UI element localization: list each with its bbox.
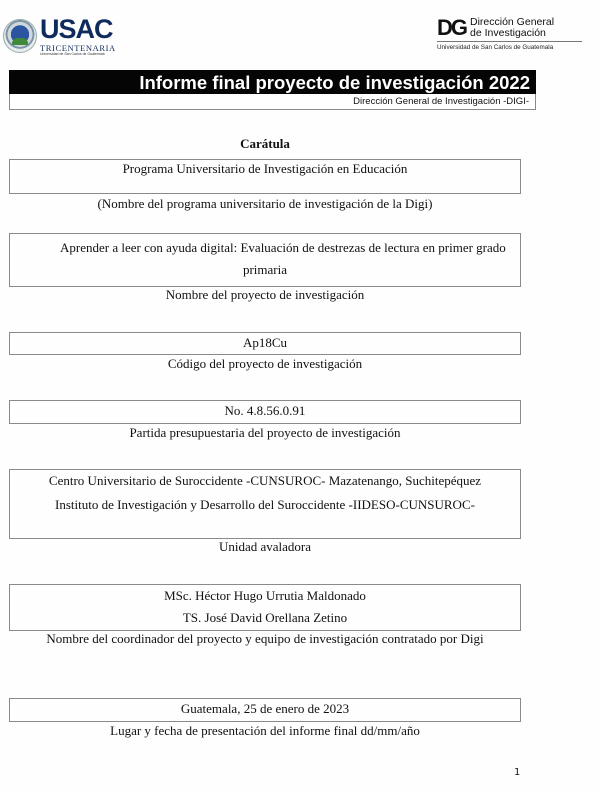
usac-logo-subline: Universidad de San Carlos de Guatemala [40, 52, 105, 56]
report-title: Informe final proyecto de investigación 2022 [9, 70, 536, 94]
page-number: 1 [514, 767, 521, 778]
endorsing-unit-line1: Centro Universitario de Suroccidente -CUNSUROC- Mazatenango, Suchitepéquez [48, 473, 482, 488]
coordinator-name: MSc. Héctor Hugo Urrutia Maldonado [164, 588, 366, 603]
project-name-line1: Aprender a leer con ayuda digital: Evaluación de destrezas de lectura en primer grado [60, 240, 506, 255]
budget-box [9, 400, 521, 424]
digi-logo [437, 17, 582, 51]
date-caption: Lugar y fecha de presentación del informe final dd/mm/año [110, 723, 420, 738]
digi-university: Universidad de San Carlos de Guatemala [437, 41, 582, 51]
usac-logo-name: USAC [40, 13, 113, 44]
cover-heading: Carátula [240, 136, 290, 151]
program-name: Programa Universitario de Investigación en Educación [122, 161, 408, 176]
budget-caption: Partida presupuestaria del proyecto de investigación [129, 425, 401, 440]
project-name-box [9, 233, 521, 287]
project-code: Ap18Cu [242, 335, 288, 350]
endorsing-unit-caption: Unidad avaladora [218, 539, 312, 554]
university-seal-icon [3, 19, 37, 53]
program-caption: (Nombre del programa universitario de investigación de la Digi) [97, 196, 433, 211]
project-code-caption: Código del proyecto de investigación [167, 356, 363, 371]
team-box [9, 584, 521, 631]
usac-logo-tagline: TRICENTENARIA [40, 42, 116, 53]
budget-number: No. 4.8.56.0.91 [224, 403, 306, 418]
digi-name-line1: Dirección General [470, 16, 555, 28]
project-name-caption: Nombre del proyecto de investigación [165, 287, 365, 302]
digi-name-line2: de Investigación [470, 27, 546, 39]
team-caption: Nombre del coordinador del proyecto y equipo de investigación contratado por Digi [46, 631, 484, 646]
endorsing-unit-box [9, 469, 521, 539]
date-box [9, 698, 521, 722]
report-subtitle: Dirección General de Investigación -DIGI- [9, 94, 536, 110]
endorsing-unit-line2: Instituto de Investigación y Desarrollo del Suroccidente -IIDESO-CUNSUROC- [55, 497, 475, 512]
program-box [9, 159, 521, 194]
project-name-line2: primaria [242, 262, 288, 277]
usac-logo [3, 13, 116, 56]
team-member-name: TS. José David Orellana Zetino [182, 610, 348, 625]
project-code-box [9, 332, 521, 355]
place-and-date: Guatemala, 25 de enero de 2023 [180, 701, 350, 716]
digi-mark-icon: DG [437, 15, 466, 40]
